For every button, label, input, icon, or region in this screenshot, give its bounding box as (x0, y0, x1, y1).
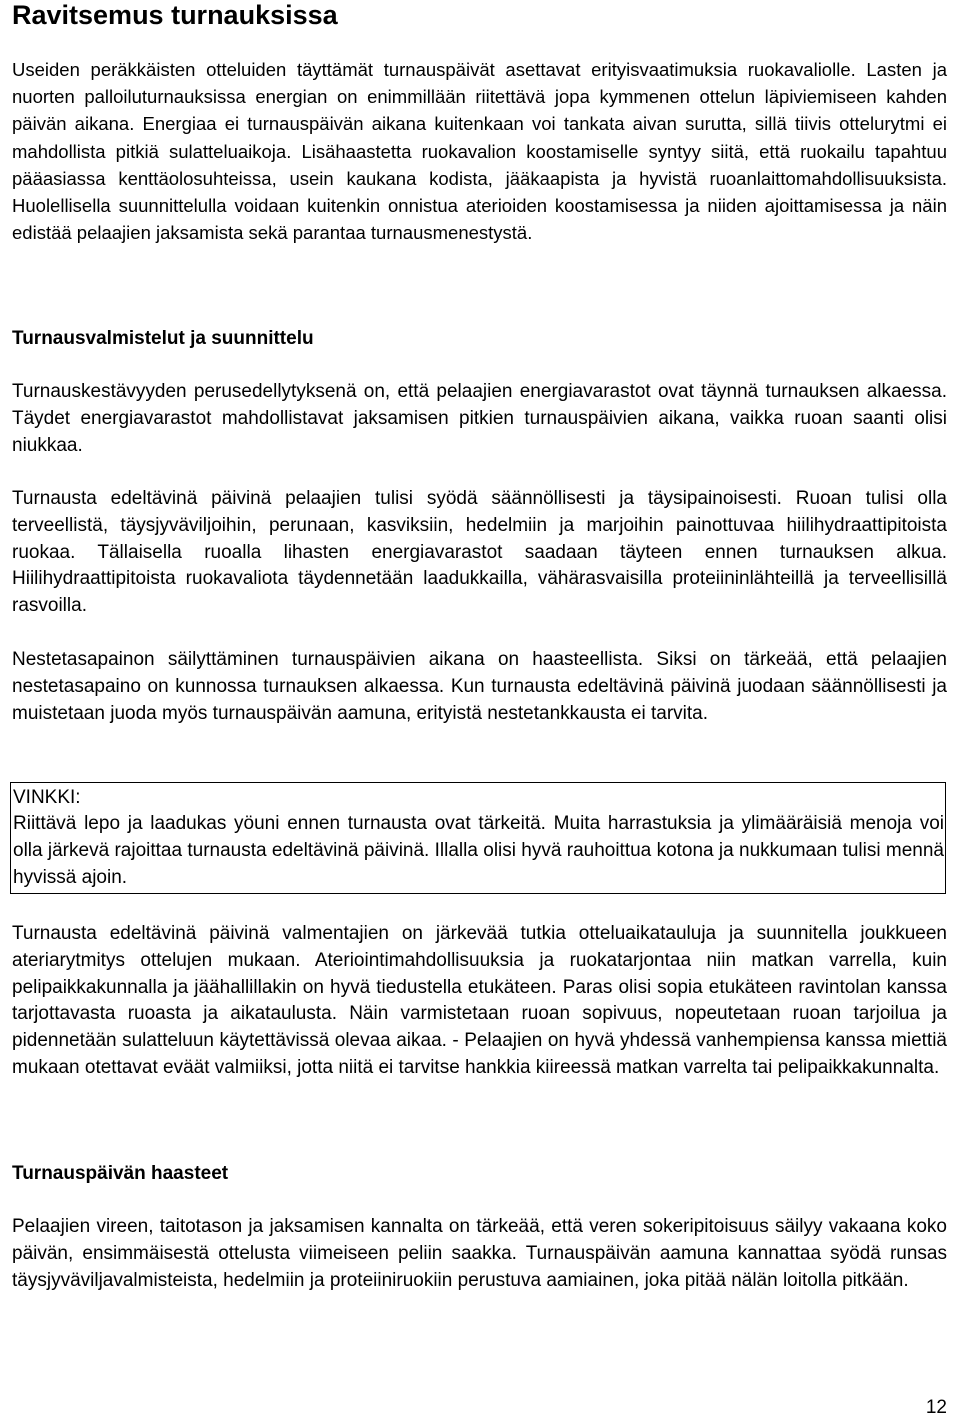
section-1-heading-block (12, 326, 947, 352)
section-2-heading-block (12, 1161, 947, 1187)
page-number: 12 (925, 1397, 947, 1418)
intro-block (12, 56, 947, 246)
section-heading-tournament-day: Turnauspäivän haasteet (12, 1163, 229, 1184)
section-heading-preparation: Turnausvalmistelut ja suunnittelu (12, 328, 314, 349)
section-1-paragraph-3-block (12, 647, 947, 727)
tip-text: Riittävä lepo ja laadukas yöuni ennen turnausta ovat tärkeitä. Muita harrastuksia ja ylimääräisiä menoja voi olla järkevä rajoittaa turnausta edeltävinä päivinä. Illalla olisi hyvä rauhoittua kotona ja nukkumaan tulisi mennä hyvissä ajoin. (13, 813, 944, 888)
section-1-paragraph-2-block (12, 486, 947, 620)
paragraph-pre-tournament-diet: Turnausta edeltävinä päivinä pelaajien tulisi syödä säännöllisesti ja täysipainoisesti. Ruoan tulisi olla terveellistä, täysjyväviljoihin, perunaan, kasviksiin, hedelmiin ja marjoihin painottuvaa hiilihydraattipitoista ruokaa. Tällaisella ruoalla lihasten energiavarastot saadaan täyteen ennen turnauksen alkua. Hiilihydraattipitoista ruokavaliota täydennetään laadukkailla, vähärasvaisilla proteiininlähteillä ja terveellisillä rasvoilla. (12, 488, 947, 617)
paragraph-blood-sugar: Pelaajien vireen, taitotason ja jaksamisen kannalta on tärkeää, että veren sokeripitoisuus säilyy vakaana koko päivän, ensimmäisestä ottelusta viimeiseen peliin saakka. Turnauspäivän aamuna kannattaa syödä runsas täysjyväviljavalmisteista, hedelmiin ja proteiiniruokiin perustuva aamiainen, joka pitää nälän loitolla pitkään. (12, 1216, 947, 1291)
section-1-paragraph-1-block (12, 379, 947, 459)
paragraph-coach-planning: Turnausta edeltävinä päivinä valmentajien on järkevää tutkia otteluaikatauluja ja suunnitella joukkueen ateriarytmitys ottelujen mukaan. Ateriointimahdollisuuksia ja ruokatarjontaa niin matkan varrella, kuin pelipaikkakunnalla ja jäähallillakin on hyvä tiedustella etukäteen. Paras olisi sopia etukäteen ravintolan kanssa tarjottavasta ruoasta ja aikataulusta. Näin varmistetaan ruoan sopivuus, nopeutetaan ruoan tarjoilua ja pidennetään sulatteluun käytettävissä olevaa aikaa. - Pelaajien on hyvä yhdessä vanhempiensa kanssa miettiä mukaan otettavat eväät valmiiksi, jotta niitä ei tarvitse hankkia kiireessä matkan varrelta tai pelipaikkakunnalta. (12, 923, 947, 1078)
tip-box (10, 782, 946, 894)
paragraph-hydration: Nestetasapainon säilyttäminen turnauspäivien aikana on haasteellista. Siksi on tärkeää, että pelaajien nestetasapaino on kunnossa turnauksen alkaessa. Kun turnausta edeltävinä päivinä juodaan säännöllisesti ja muistetaan juoda myös turnauspäivän aamuna, erityistä nestetankkausta ei tarvita. (12, 649, 947, 724)
section-2-paragraph-1-block (12, 1214, 947, 1294)
page-title: Ravitsemus turnauksissa (12, 0, 338, 30)
tip-label: VINKKI: (13, 787, 81, 808)
section-1-paragraph-4-block (12, 921, 947, 1082)
intro-paragraph: Useiden peräkkäisten otteluiden täyttämät turnauspäivät asettavat erityisvaatimuksia ruokavaliolle. Lasten ja nuorten palloiluturnauksissa energian on enimmillään riitettävä jopa kymmenen ottelun läpiviemiseen kahden päivän aikana. Energiaa ei turnauspäivän aikana kuitenkaan voi tankata aivan surutta, sillä tiivis ottelurytmi ei mahdollista pitkiä sulatteluaikoja. Lisähaastetta ruokavalion koostamiselle syntyy siitä, että ruokailu tapahtuu pääasiassa kenttäolosuhteissa, usein kaukana kodista, jääkaapista ja hyvistä ruoanlaittomahdollisuuksista. Huolellisella suunnittelulla voidaan kuitenkin onnistua aterioiden koostamisessa ja niiden ajoittamisessa ja näin edistää pelaajien jaksamista sekä parantaa turnausmenestystä. (12, 59, 947, 244)
paragraph-energy-stores: Turnauskestävyyden perusedellytyksenä on, että pelaajien energiavarastot ovat täynnä turnauksen alkaessa. Täydet energiavarastot mahdollistavat jaksamisen pitkien turnauspäivien aikana, vaikka ruoan saanti olisi niukkaa. (12, 381, 947, 456)
